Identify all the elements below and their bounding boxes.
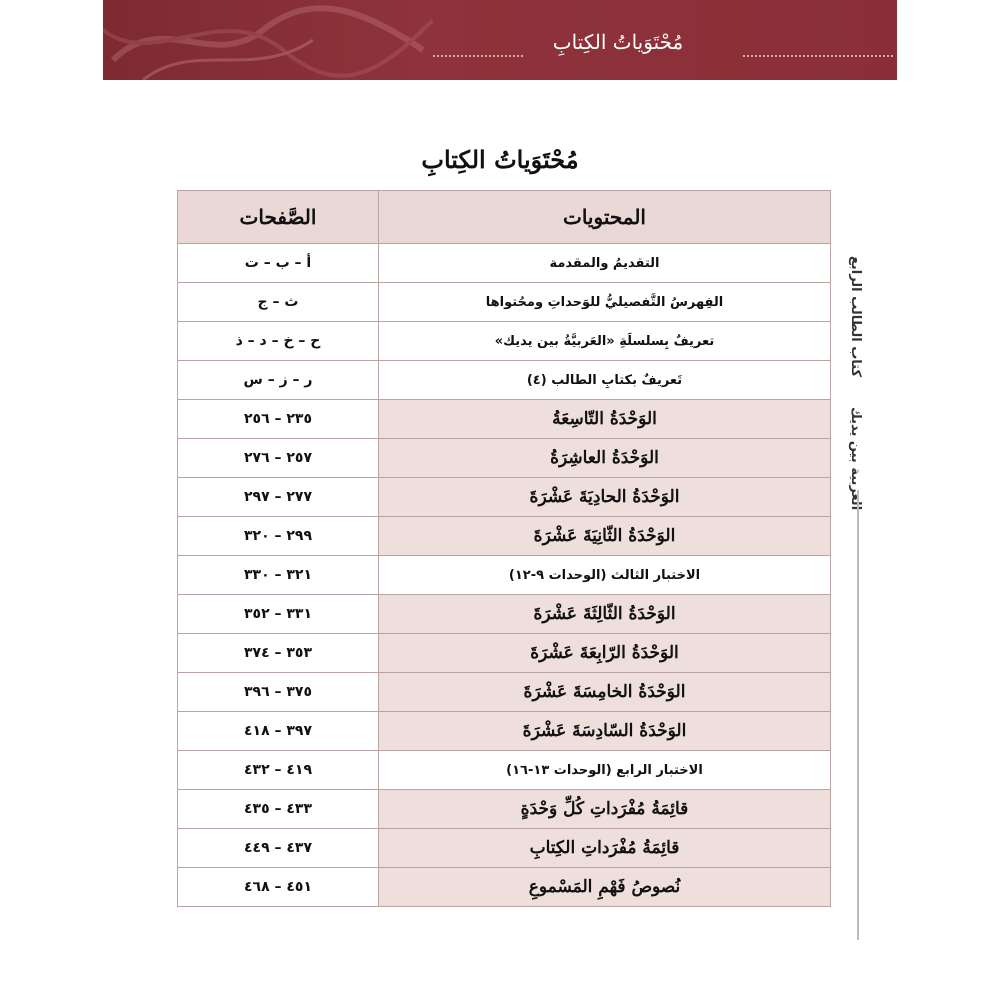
row-pages: ٣٩٧ – ٤١٨: [178, 712, 379, 751]
row-pages: ٤١٩ – ٤٣٢: [178, 751, 379, 790]
row-pages: ٤٣٣ – ٤٣٥: [178, 790, 379, 829]
table-row: [178, 361, 831, 400]
row-content: الوَحْدَةُ الثّانِيَةَ عَشْرَةَ: [379, 517, 831, 556]
table-row: [178, 673, 831, 712]
row-content: التقديمُ والمقدمة: [379, 244, 831, 283]
table-row: [178, 868, 831, 907]
table-row: [178, 478, 831, 517]
table-row: [178, 322, 831, 361]
header-title: مُحْتَوَياتُ الكِتابِ: [552, 30, 684, 54]
row-content: الوَحْدَةُ الرّابِعَةَ عَشْرَةَ: [379, 634, 831, 673]
row-content: الوَحْدَةُ التّاسِعَةُ: [379, 400, 831, 439]
table-row: [178, 400, 831, 439]
row-pages: ث – ج: [178, 283, 379, 322]
table-header-row: [178, 191, 831, 244]
row-content: نُصوصُ فَهْمِ المَسْموعِ: [379, 868, 831, 907]
row-content: قائِمَةُ مُفْرَداتِ كُلِّ وَحْدَةٍ: [379, 790, 831, 829]
table-row: [178, 517, 831, 556]
page-title: مُحْتَوَياتُ الكِتابِ: [421, 145, 579, 174]
row-content: تَعريفٌ بكتابِ الطالب (٤): [379, 361, 831, 400]
book-name: كتاب الطالب الرابع: [848, 255, 863, 377]
row-content: الفِهرسُ التَّفصيليُّ للوَحداتِ ومحُتواها: [379, 283, 831, 322]
row-content: الوَحْدَةُ الثّالِثَةَ عَشْرَةَ: [379, 595, 831, 634]
dotted-divider-left: [433, 55, 523, 57]
row-pages: ٣٢١ – ٣٣٠: [178, 556, 379, 595]
table-row: [178, 595, 831, 634]
row-pages: ٤٥١ – ٤٦٨: [178, 868, 379, 907]
table-row: [178, 244, 831, 283]
content-column-header: المحتويات: [379, 191, 831, 244]
row-content: الوَحْدَةُ العاشِرَةُ: [379, 439, 831, 478]
side-running-title: [839, 240, 863, 510]
row-pages: أ – ب – ت: [178, 244, 379, 283]
row-pages: ٢٣٥ – ٢٥٦: [178, 400, 379, 439]
row-pages: ٢٧٧ – ٢٩٧: [178, 478, 379, 517]
row-pages: ٣٣١ – ٣٥٢: [178, 595, 379, 634]
pages-column-header: الصَّفحات: [178, 191, 379, 244]
table-row: [178, 712, 831, 751]
row-pages: ٣٧٥ – ٣٩٦: [178, 673, 379, 712]
series-name: العربية بين يديك: [848, 406, 863, 510]
side-rule: [857, 490, 859, 940]
row-content: قائِمَةُ مُفْرَداتِ الكِتابِ: [379, 829, 831, 868]
row-pages: ح – خ – د – ذ: [178, 322, 379, 361]
row-pages: ر – ز – س: [178, 361, 379, 400]
row-content: الوَحْدَةُ السّادِسَةَ عَشْرَةَ: [379, 712, 831, 751]
row-pages: ٢٩٩ – ٣٢٠: [178, 517, 379, 556]
table-row: [178, 829, 831, 868]
row-content: الوَحْدَةُ الحادِيَةَ عَشْرَةَ: [379, 478, 831, 517]
table-row: [178, 634, 831, 673]
dotted-divider-right: [743, 55, 893, 57]
table-row: [178, 556, 831, 595]
row-pages: ٣٥٣ – ٣٧٤: [178, 634, 379, 673]
row-pages: ٢٥٧ – ٢٧٦: [178, 439, 379, 478]
table-row: [178, 790, 831, 829]
row-pages: ٤٣٧ – ٤٤٩: [178, 829, 379, 868]
calligraphy-decoration: [103, 0, 433, 80]
row-content: الوَحْدَةُ الخامِسَةَ عَشْرَةَ: [379, 673, 831, 712]
row-content: تعريفٌ بِسلسلَةِ «العَربيَّةُ بين يديك»: [379, 322, 831, 361]
row-content: الاختبار الثالث (الوحدات ٩-١٢): [379, 556, 831, 595]
table-row: [178, 439, 831, 478]
header-banner: [103, 0, 897, 80]
table-row: [178, 283, 831, 322]
table-row: [178, 751, 831, 790]
contents-table: [177, 190, 831, 907]
row-content: الاختبار الرابع (الوحدات ١٣-١٦): [379, 751, 831, 790]
